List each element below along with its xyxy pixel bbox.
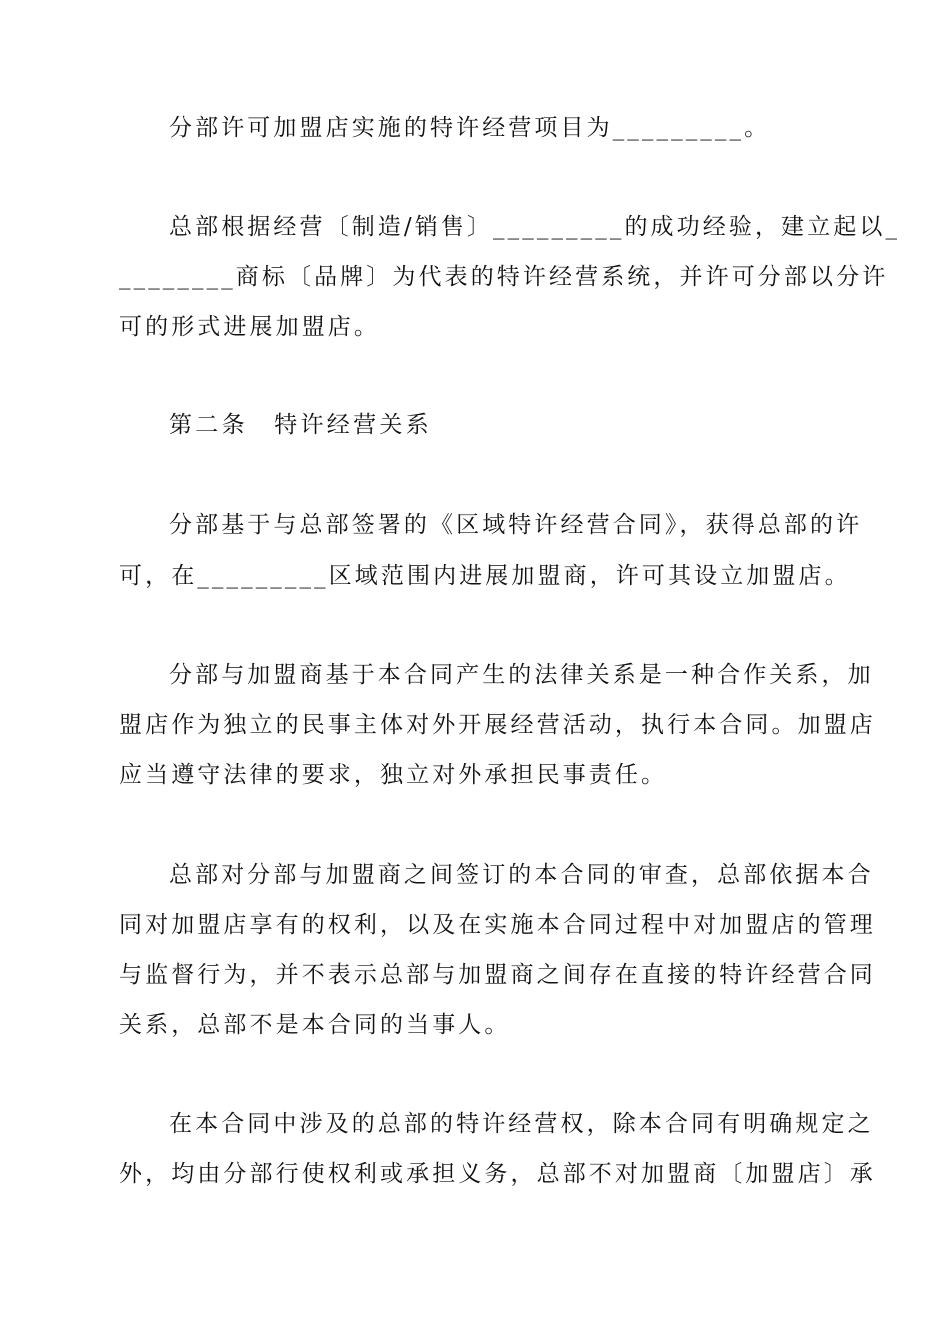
paragraph-headquarters-line-3: 可的形式进展加盟店。	[119, 314, 380, 340]
paragraph-relationship-line-3: 应当遵守法律的要求，独立对外承担民事责任。	[119, 762, 668, 788]
paragraph-project-line: 分部许可加盟店实施的特许经营项目为_________。	[169, 115, 771, 141]
paragraph-rights-line-1: 在本合同中涉及的总部的特许经营权，除本合同有明确规定之	[169, 1111, 874, 1137]
paragraph-regional-license-line-1: 分部基于与总部签署的《区域特许经营合同》，获得总部的许	[169, 512, 863, 538]
paragraph-relationship-line-1: 分部与加盟商基于本合同产生的法律关系是一种合作关系，加	[169, 662, 874, 688]
paragraph-headquarters-line-1: 总部根据经营〔制造/销售〕_________的成功经验，建立起以_	[169, 214, 901, 240]
section-title: 第二条 特许经营关系	[169, 412, 432, 438]
paragraph-relationship-line-2: 盟店作为独立的民事主体对外开展经营活动，执行本合同。加盟店	[119, 712, 876, 738]
paragraph-headquarters-line-2: ________商标〔品牌〕为代表的特许经营系统，并许可分部以分许	[119, 264, 889, 290]
paragraph-rights-line-2: 外，均由分部行使权利或承担义务，总部不对加盟商〔加盟店〕承	[119, 1161, 876, 1187]
paragraph-review-line-3: 与监督行为，并不表示总部与加盟商之间存在直接的特许经营合同	[119, 962, 876, 988]
paragraph-regional-license-line-2: 可，在_________区域范围内进展加盟商，许可其设立加盟店。	[119, 563, 851, 589]
paragraph-review-line-2: 同对加盟店享有的权利，以及在实施本合同过程中对加盟店的管理	[119, 912, 876, 938]
paragraph-review-line-4: 关系，总部不是本合同的当事人。	[119, 1012, 511, 1038]
paragraph-review-line-1: 总部对分部与加盟商之间签订的本合同的审查，总部依据本合	[169, 862, 874, 888]
